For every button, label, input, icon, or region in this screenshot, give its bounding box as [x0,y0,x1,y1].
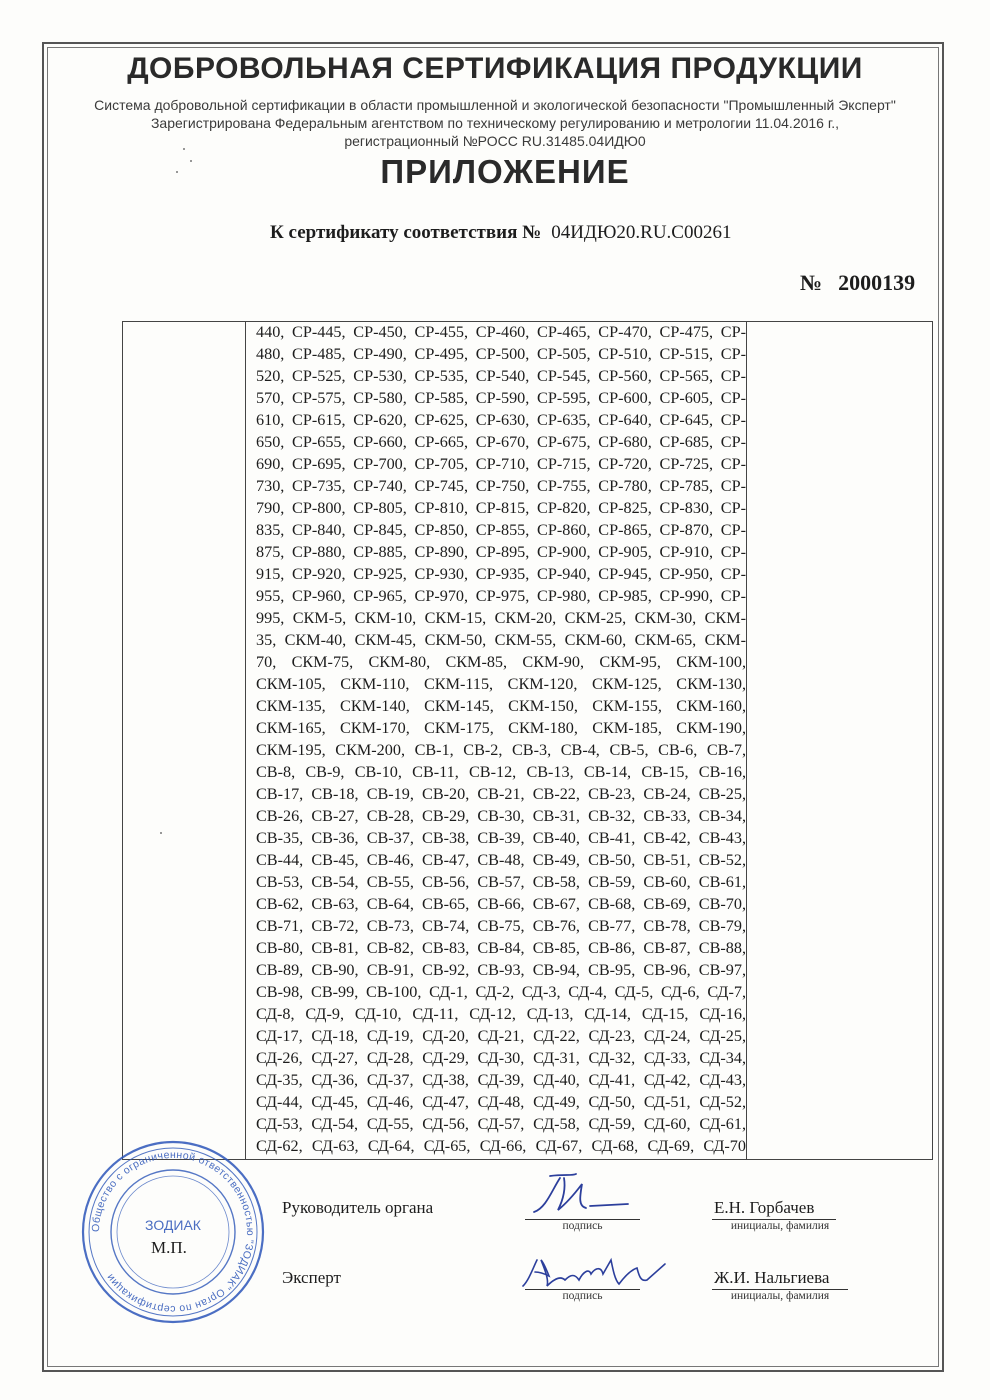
table-column-divider [746,322,747,1159]
product-list-line: СВ-8, СВ-9, СВ-10, СВ-11, СВ-12, СВ-13, СВ-14, СВ-15, СВ-16, [256,763,746,781]
stamp-ring-text: Общество с ограниченной ответственностью "ЗОДИАК" Орган по сертификации [89,1148,257,1316]
scan-speck [183,148,185,150]
head-signature [520,1168,640,1224]
product-list-line: 835, СР-840, СР-845, СР-850, СР-855, СР-860, СР-865, СР-870, СР- [256,521,746,539]
product-list-line: СД-26, СД-27, СД-28, СД-29, СД-30, СД-31, СД-32, СД-33, СД-34, [256,1049,746,1067]
product-list-line: 70, СКМ-75, СКМ-80, СКМ-85, СКМ-90, СКМ-95, СКМ-100, [256,653,746,671]
expert-signature-caption: подпись [562,1290,603,1302]
stamp-mp-label: М.П. [151,1238,187,1257]
product-list-line: 480, СР-485, СР-490, СР-495, СР-500, СР-505, СР-510, СР-515, СР- [256,345,746,363]
product-list-line: СВ-80, СВ-81, СВ-82, СВ-83, СВ-84, СВ-85, СВ-86, СВ-87, СВ-88, [256,939,746,957]
expert-signature [515,1250,675,1294]
organization-stamp [79,1138,267,1326]
product-list-line: СВ-62, СВ-63, СВ-64, СВ-65, СВ-66, СВ-67, СВ-68, СВ-69, СВ-70, [256,895,746,913]
head-name-caption: инициалы, фамилия [730,1220,830,1232]
scan-speck [160,832,162,834]
product-list-line: СД-44, СД-45, СД-46, СД-47, СД-48, СД-49, СД-50, СД-51, СД-52, [256,1093,746,1111]
product-list-line: 955, СР-960, СР-965, СР-970, СР-975, СР-980, СР-985, СР-990, СР- [256,587,746,605]
system-line: регистрационный №РОСС RU.31485.04ИДЮ0 [344,133,646,149]
product-list-line: СД-17, СД-18, СД-19, СД-20, СД-21, СД-22, СД-23, СД-24, СД-25, [256,1027,746,1045]
product-list-line: 995, СКМ-5, СКМ-10, СКМ-15, СКМ-20, СКМ-25, СКМ-30, СКМ- [256,609,746,627]
product-list-line: 730, СР-735, СР-740, СР-745, СР-750, СР-755, СР-780, СР-785, СР- [256,477,746,495]
serial-value: 2000139 [838,270,916,295]
product-list-line: СВ-35, СВ-36, СВ-37, СВ-38, СВ-39, СВ-40, СВ-41, СВ-42, СВ-43, [256,829,746,847]
product-list-line: СД-53, СД-54, СД-55, СД-56, СД-57, СД-58, СД-59, СД-60, СД-61, [256,1115,746,1133]
certificate-reference [270,222,731,244]
table-column-divider [245,322,246,1159]
annex-title: ПРИЛОЖЕНИЕ [380,153,630,190]
product-list-line: 35, СКМ-40, СКМ-45, СКМ-50, СКМ-55, СКМ-60, СКМ-65, СКМ- [256,631,746,649]
product-list-line: 690, СР-695, СР-700, СР-705, СР-710, СР-715, СР-720, СР-725, СР- [256,455,746,473]
product-list-line: СКМ-135, СКМ-140, СКМ-145, СКМ-150, СКМ-155, СКМ-160, [256,697,746,715]
product-list-line: СВ-17, СВ-18, СВ-19, СВ-20, СВ-21, СВ-22, СВ-23, СВ-24, СВ-25, [256,785,746,803]
product-list-line: СВ-44, СВ-45, СВ-46, СВ-47, СВ-48, СВ-49, СВ-50, СВ-51, СВ-52, [256,851,746,869]
head-label: Руководитель органа [282,1198,434,1217]
product-list-line: 790, СР-800, СР-805, СР-810, СР-815, СР-820, СР-825, СР-830, СР- [256,499,746,517]
product-list-line: 520, СР-525, СР-530, СР-535, СР-540, СР-545, СР-560, СР-565, СР- [256,367,746,385]
product-list-line: СВ-53, СВ-54, СВ-55, СВ-56, СВ-57, СВ-58, СВ-59, СВ-60, СВ-61, [256,873,746,891]
product-list-line: 650, СР-655, СР-660, СР-665, СР-670, СР-675, СР-680, СР-685, СР- [256,433,746,451]
product-list-line: 915, СР-920, СР-925, СР-930, СР-935, СР-940, СР-945, СР-950, СР- [256,565,746,583]
certification-system-info [60,96,930,150]
product-list-line: СКМ-195, СКМ-200, СВ-1, СВ-2, СВ-3, СВ-4, СВ-5, СВ-6, СВ-7, [256,741,746,759]
product-list-line: СВ-98, СВ-99, СВ-100, СД-1, СД-2, СД-3, СД-4, СД-5, СД-6, СД-7, [256,983,746,1001]
product-list-line: СД-62, СД-63, СД-64, СД-65, СД-66, СД-67, СД-68, СД-69, СД-70 [256,1137,746,1155]
product-list [256,321,746,1157]
head-name: Е.Н. Горбачев [714,1198,815,1217]
serial-number [800,270,915,296]
product-list-line: СД-35, СД-36, СД-37, СД-38, СД-39, СД-40, СД-41, СД-42, СД-43, [256,1071,746,1089]
expert-label: Эксперт [282,1268,341,1287]
product-list-line: СВ-89, СВ-90, СВ-91, СВ-92, СВ-93, СВ-94, СВ-95, СВ-96, СВ-97, [256,961,746,979]
scan-speck [190,160,192,162]
serial-label: № [800,270,823,295]
page-title: ДОБРОВОЛЬНАЯ СЕРТИФИКАЦИЯ ПРОДУКЦИИ [127,52,863,85]
product-list-line: СД-8, СД-9, СД-10, СД-11, СД-12, СД-13, СД-14, СД-15, СД-16, [256,1005,746,1023]
head-signature-caption: подпись [562,1220,603,1232]
certificate-label: К сертификату соответствия № [270,222,542,243]
product-list-line: СКМ-105, СКМ-110, СКМ-115, СКМ-120, СКМ-125, СКМ-130, [256,675,746,693]
expert-name: Ж.И. Нальгиева [714,1268,830,1287]
product-list-line: СКМ-165, СКМ-170, СКМ-175, СКМ-180, СКМ-185, СКМ-190, [256,719,746,737]
product-list-line: 610, СР-615, СР-620, СР-625, СР-630, СР-635, СР-640, СР-645, СР- [256,411,746,429]
product-list-line: СВ-26, СВ-27, СВ-28, СВ-29, СВ-30, СВ-31, СВ-32, СВ-33, СВ-34, [256,807,746,825]
scan-speck [176,171,178,173]
system-line: Система добровольной сертификации в области промышленной и экологической безопасности "Промышленный Эксперт" [94,97,896,113]
product-list-line: 570, СР-575, СР-580, СР-585, СР-590, СР-595, СР-600, СР-605, СР- [256,389,746,407]
system-line: Зарегистрирована Федеральным агентством по техническому регулированию и метрологии 11.04.2016 г., [150,115,840,131]
certificate-number: 04ИДЮ20.RU.С00261 [551,222,732,243]
expert-name-caption: инициалы, фамилия [730,1290,830,1302]
product-list-line: 440, СР-445, СР-450, СР-455, СР-460, СР-465, СР-470, СР-475, СР- [256,323,746,341]
stamp-graphic [79,1138,267,1326]
product-list-line: 875, СР-880, СР-885, СР-890, СР-895, СР-900, СР-905, СР-910, СР- [256,543,746,561]
stamp-center-text: ЗОДИАК [145,1217,201,1233]
product-list-line: СВ-71, СВ-72, СВ-73, СВ-74, СВ-75, СВ-76, СВ-77, СВ-78, СВ-79, [256,917,746,935]
